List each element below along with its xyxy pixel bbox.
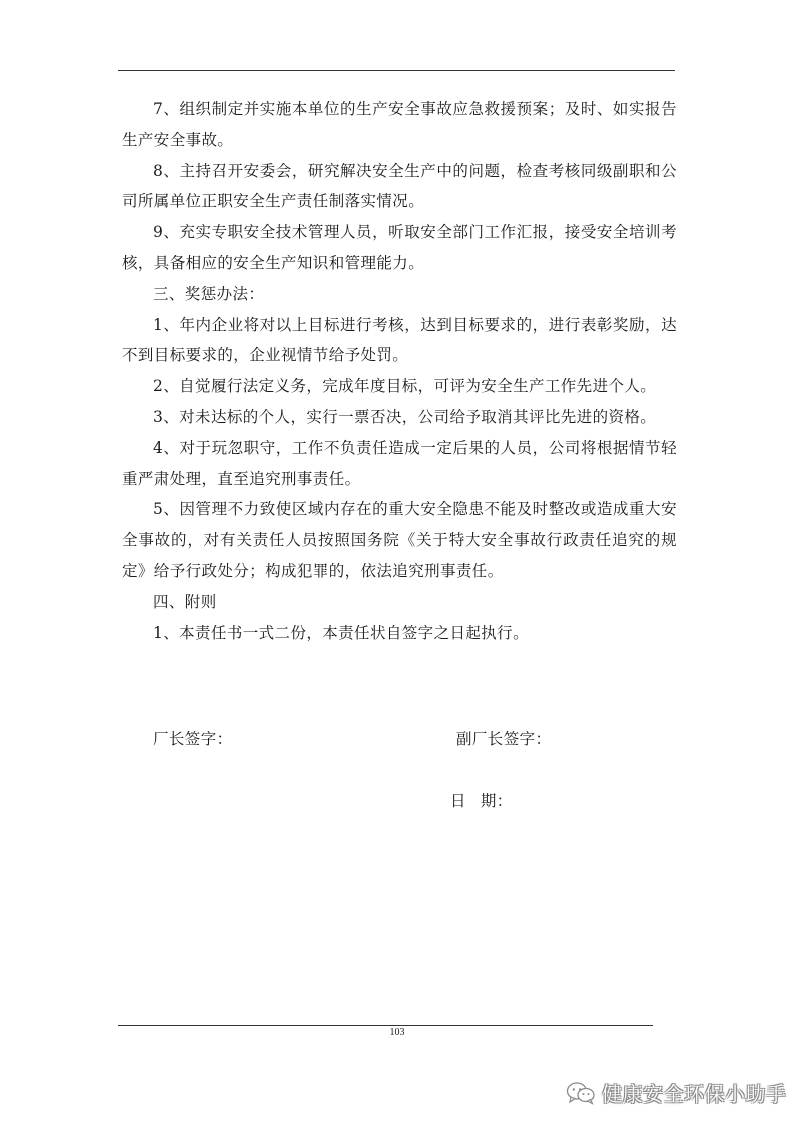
factory-director-signature-label: 厂长签字： <box>153 730 233 748</box>
clause-paragraph: 8、主持召开安委会，研究解决安全生产中的问题，检查考核同级副职和公司所属单位正职安全生产责任制落实情况。 <box>122 161 677 211</box>
clause-paragraph: 2、自觉履行法定义务，完成年度目标，可评为安全生产工作先进个人。 <box>153 377 657 396</box>
date-label-part-1: 日 <box>450 792 466 810</box>
clause-paragraph: 5、因管理不力致使区域内存在的重大安全隐患不能及时整改或造成重大安全事故的，对有关责任人员按照国务院《关于特大安全事故行政责任追究的规定》给予行政处分；构成犯罪的，依法追究刑事责任。 <box>122 500 677 580</box>
watermark <box>566 1078 787 1107</box>
section-heading: 四、附则 <box>153 592 217 611</box>
date-label <box>450 789 513 811</box>
clause-paragraph: 3、对未达标的个人，实行一票否决，公司给予取消其评比先进的资格。 <box>153 407 657 426</box>
clause-paragraph: 7、组织制定并实施本单位的生产安全事故应急救援预案；及时、如实报告生产安全事故。 <box>122 100 677 149</box>
watermark-text: 健康安全环保小助手 <box>602 1082 787 1106</box>
deputy-director-signature-label: 副厂长签字： <box>456 730 552 748</box>
footer-rule <box>118 1025 653 1026</box>
date-label-part-2: 期： <box>480 792 513 810</box>
clause-paragraph: 4、对于玩忽职守，工作不负责任造成一定后果的人员，公司将根据情节轻重严肃处理，直至追究刑事责任。 <box>122 438 677 488</box>
section-heading: 三、奖惩办法： <box>153 284 265 303</box>
clause-paragraph: 1、年内企业将对以上目标进行考核，达到目标要求的，进行表彰奖励，达不到目标要求的，企业视情节给予处罚。 <box>122 315 677 365</box>
clause-paragraph: 9、充实专职安全技术管理人员，听取安全部门工作汇报，接受安全培训考核，具备相应的安全生产知识和管理能力。 <box>122 223 677 272</box>
header-rule <box>118 70 675 71</box>
wechat-icon <box>566 1081 596 1105</box>
document-body <box>122 94 677 648</box>
page-number: 103 <box>389 1027 405 1038</box>
clause-paragraph: 1、本责任书一式二份，本责任状自签字之日起执行。 <box>153 623 529 642</box>
